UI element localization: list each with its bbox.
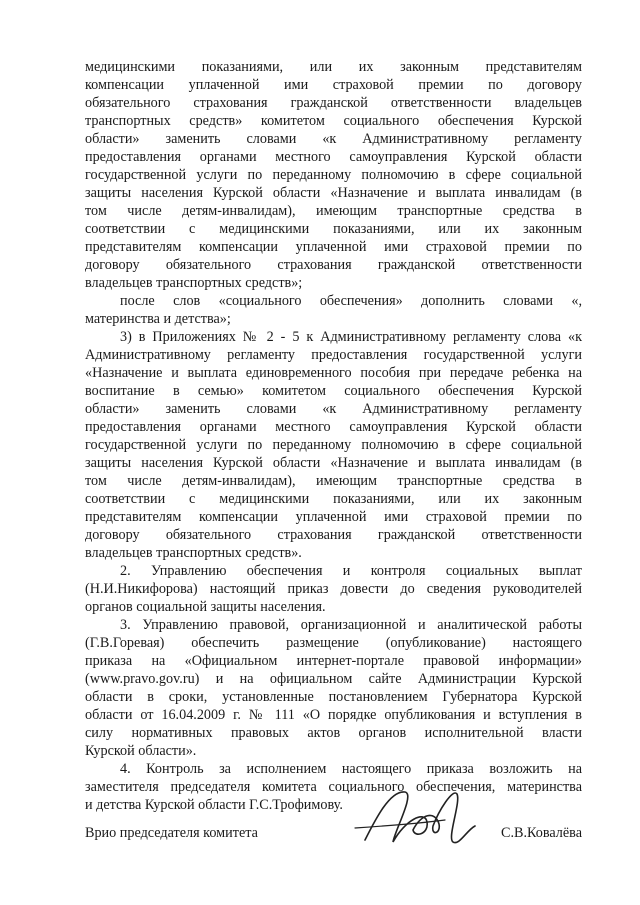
text-line: и детства Курской области Г.С.Трофимову. [85,797,343,813]
signatory-title: Врио председателя комитета [85,825,258,841]
text-line: (Г.В.Горевая) обеспечить размещение (опубликование) настоящего [85,635,582,651]
text-line: государственной услуги по переданному полномочию в сфере социальной [85,167,582,183]
text-line: компенсации уплаченной ими страховой премии по договору [85,77,582,93]
text-line: представителям компенсации уплаченной ими страховой премии по [85,239,582,255]
text-line: транспортных средств» комитетом социального обеспечения Курской [85,113,582,129]
text-line: приказа на «Официальном интернет-портале правовой информации» [85,653,582,669]
signature-block [85,780,582,860]
text-line: защиты населения Курской области «Назначение и выплата инвалидам (в [85,185,582,201]
text-line: Административному регламенту предоставления государственной услуги [85,347,582,363]
text-line: обязательного страхования гражданской ответственности владельцев [85,95,582,111]
text-line: материнства и детства»; [85,311,231,327]
handwritten-signature [335,780,485,860]
text-line: заместителя председателя комитета социального обеспечения, материнства [85,779,582,795]
text-line: силу нормативных правовых актов органов исполнительной власти [85,725,582,741]
text-line: договору обязательного страхования гражданской ответственности [85,257,582,273]
signatory-name: С.В.Ковалёва [501,825,582,841]
text-line: соответствии с медицинскими показаниями, или их законным [85,491,582,507]
text-line: 3) в Приложениях № 2 - 5 к Административному регламенту слова «к [120,329,582,345]
text-line: 3. Управлению правовой, организационной и аналитической работы [120,617,582,633]
text-line: области в сроки, установленные постановлением Губернатора Курской [85,689,582,705]
text-line: медицинскими показаниями, или их законным представителям [85,59,582,75]
text-line: области» заменить словами «к Административному регламенту [85,131,582,147]
text-line: представителям компенсации уплаченной ими страховой премии по [85,509,582,525]
text-line: области от 16.04.2009 г. № 111 «О порядке опубликования и вступления в [85,707,582,723]
text-line: предоставления органами местного самоуправления Курской области [85,419,582,435]
text-line: (Н.И.Никифорова) настоящий приказ довести до сведения руководителей [85,581,582,597]
text-line: после слов «социального обеспечения» дополнить словами «, [120,293,582,309]
text-line: том числе детям-инвалидам), имеющим транспортные средства в [85,473,582,489]
text-line: Курской области». [85,743,197,759]
text-line: владельцев транспортных средств»; [85,275,303,291]
text-line: предоставления органами местного самоуправления Курской области [85,149,582,165]
text-line: защиты населения Курской области «Назначение и выплата инвалидам (в [85,455,582,471]
text-line: договору обязательного страхования гражданской ответственности [85,527,582,543]
text-line: области» заменить словами «к Административному регламенту [85,401,582,417]
text-line: том числе детям-инвалидам), имеющим транспортные средства в [85,203,582,219]
text-line: государственной услуги по переданному полномочию в сфере социальной [85,437,582,453]
text-line: воспитание в семью» комитетом социального обеспечения Курской [85,383,582,399]
text-line: 4. Контроль за исполнением настоящего приказа возложить на [120,761,582,777]
text-line: владельцев транспортных средств». [85,545,302,561]
text-line: органов социальной защиты населения. [85,599,326,615]
text-line: «Назначение и выплата единовременного пособия при передаче ребенка на [85,365,582,381]
document-body [85,58,582,814]
text-line: (www.pravo.gov.ru) и на официальном сайте Администрации Курской [85,671,582,687]
text-line: 2. Управлению обеспечения и контроля социальных выплат [120,563,582,579]
text-line: соответствии с медицинскими показаниями, или их законным [85,221,582,237]
